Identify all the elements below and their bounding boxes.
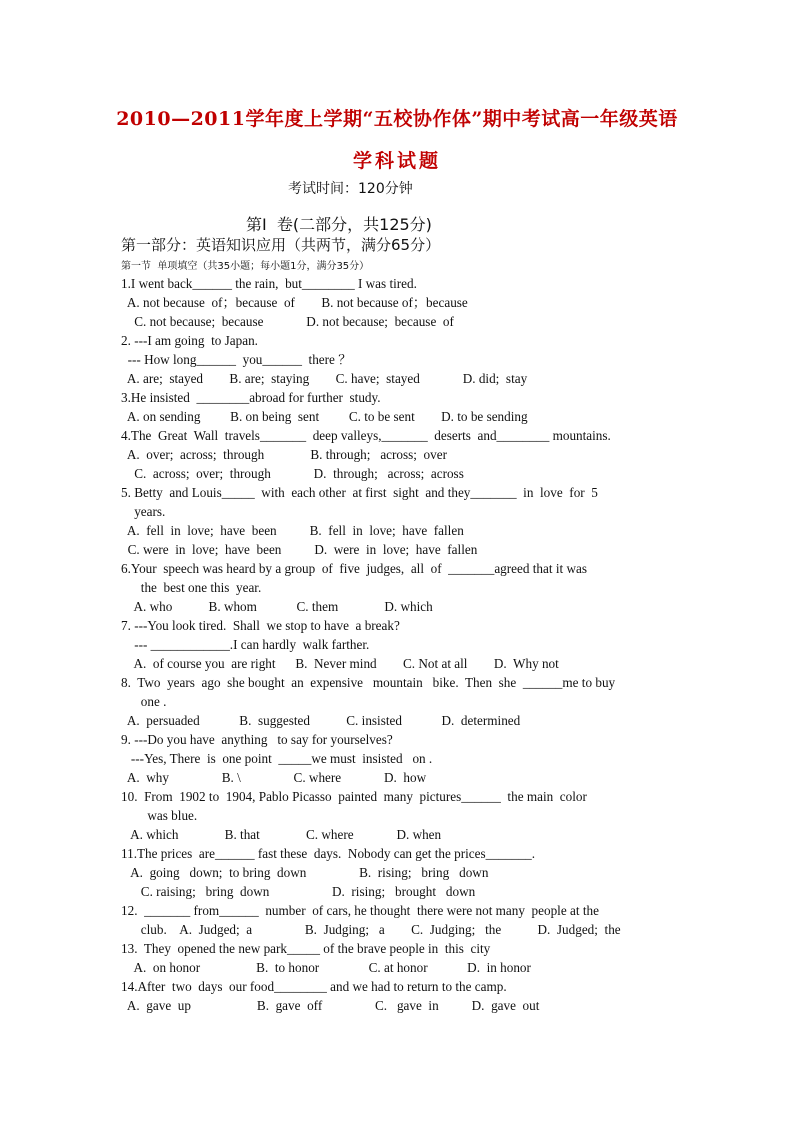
question-line: 14.After two days our food________ and we had to return to the camp.	[121, 979, 507, 994]
question-line: A. on honor B. to honor C. at honor D. in honor	[121, 960, 531, 975]
question-line: 5. Betty and Louis_____ with each other at first sight and they_______ in love for 5	[121, 485, 598, 500]
question-line: A. on sending B. on being sent C. to be sent D. to be sending	[121, 409, 528, 424]
question-line: A. going down; to bring down B. rising; bring down	[121, 865, 489, 880]
question-line: 4.The Great Wall travels_______ deep valleys,_______ deserts and________ mountains.	[121, 428, 611, 443]
section-one-heading: 第一节 单项填空（共35小题；每小题1分，满分35分）	[121, 261, 370, 272]
question-line: C. raising; bring down D. rising; brought down	[121, 884, 476, 899]
part-one-heading: 第一部分：英语知识应用（共两节，满分65分）	[121, 236, 441, 254]
question-line: A. who B. whom C. them D. which	[121, 599, 433, 614]
question-line: one .	[121, 694, 167, 709]
question-line: A. of course you are right B. Never mind C. Not at all D. Why not	[121, 656, 559, 671]
question-line: A. gave up B. gave off C. gave in D. gave out	[121, 998, 540, 1013]
question-line: A. why B. \ C. where D. how	[121, 770, 427, 785]
question-line: 6.Your speech was heard by a group of five judges, all of _______agreed that it was	[121, 561, 587, 576]
question-line: club. A. Judged; a B. Judging; a C. Judging; the D. Judged; the	[121, 922, 621, 937]
question-line: A. over; across; through B. through; across; over	[121, 447, 447, 462]
question-line: was blue.	[121, 808, 198, 823]
question-line: 3.He insisted ________abroad for further study.	[121, 390, 381, 405]
question-line: A. persuaded B. suggested C. insisted D. determined	[121, 713, 521, 728]
question-line: 11.The prices are______ fast these days. Nobody can get the prices_______.	[121, 846, 536, 861]
question-line: 1.I went back______ the rain, but________ I was tired.	[121, 276, 417, 291]
question-line: 13. They opened the new park_____ of the brave people in this city	[121, 941, 491, 956]
question-line: A. are; stayed B. are; staying C. have; stayed D. did; stay	[121, 371, 528, 386]
exam-title-line1: 2010—2011学年度上学期“五校协作体”期中考试高一年级英语	[116, 108, 678, 130]
question-line: A. not because of；because of B. not because of；because	[121, 295, 468, 310]
exam-title-line2: 学科试题	[352, 150, 441, 172]
question-line: 2. ---I am going to Japan.	[121, 333, 258, 348]
question-line: years.	[121, 504, 166, 519]
question-line: --- How long______ you______ there ？	[121, 352, 352, 367]
volume-heading: 第I 卷(二部分，共125分)	[246, 215, 432, 234]
exam-time: 考试时间：120分钟	[288, 181, 413, 197]
question-line: the best one this year.	[121, 580, 262, 595]
question-line: 9. ---Do you have anything to say for yourselves?	[121, 732, 393, 747]
question-line: ---Yes, There is one point _____we must insisted on .	[121, 751, 433, 766]
question-line: A. which B. that C. where D. when	[121, 827, 442, 842]
question-line: C. not because; because D. not because; because of	[121, 314, 454, 329]
question-line: C. were in love; have been D. were in love; have fallen	[121, 542, 478, 557]
question-line: A. fell in love; have been B. fell in love; have fallen	[121, 523, 464, 538]
question-line: 7. ---You look tired. Shall we stop to have a break?	[121, 618, 400, 633]
question-line: 8. Two years ago she bought an expensive mountain bike. Then she ______me to buy	[121, 675, 616, 690]
question-line: 12. _______ from______ number of cars, he thought there were not many people at the	[121, 903, 599, 918]
question-line: C. across; over; through D. through; across; across	[121, 466, 464, 481]
question-line: 10. From 1902 to 1904, Pablo Picasso painted many pictures______ the main color	[121, 789, 587, 804]
question-line: --- ____________.I can hardly walk farther.	[121, 637, 370, 652]
